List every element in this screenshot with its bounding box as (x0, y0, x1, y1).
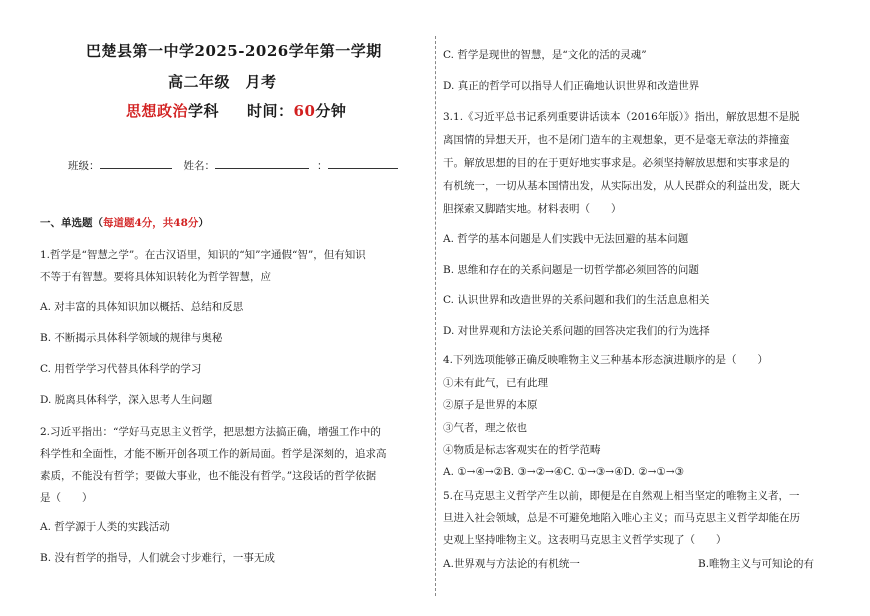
q4-item-2: ②原子是世界的本原 (443, 399, 538, 411)
q3-stem-2: 离国情的异想天开，也不是闭门造车的主观想象，更不是毫无章法的莽撞蛮 (443, 134, 790, 146)
q2-stem-1: 2.习近平指出：“学好马克思主义哲学，把思想方法搞正确，增强工作中的 (40, 426, 381, 438)
q3-option-c: C. 认识世界和改造世界的关系问题和我们的生活息息相关 (443, 294, 710, 306)
q2-option-b: B. 没有哲学的指导，人们就会寸步难行，一事无成 (40, 552, 275, 564)
q4-answer-options: A. ①→④→②B. ③→②→④C. ①→③→④D. ②→①→③ (443, 466, 685, 478)
class-label: 班级： (68, 160, 100, 172)
q5-stem-1: 5.在马克思主义哲学产生以前，即便是在自然观上相当坚定的唯物主义者，一 (443, 490, 800, 502)
name-label: 姓名： (183, 160, 215, 172)
subject-suffix: 学科 (188, 102, 220, 120)
section-note: 每道题4分，共48分 (103, 217, 199, 229)
q4-item-1: ①未有此气，已有此理 (443, 377, 548, 389)
section-close: ） (198, 217, 209, 229)
q5-stem-2: 旦进入社会领域，总是不可避免地陷入唯心主义；而马克思主义哲学却能在历 (443, 512, 800, 524)
q3-option-a: A. 哲学的基本问题是人们实践中无法回避的基本问题 (443, 233, 689, 245)
school-title: 巴楚县第一中学2025-2026学年第一学期 (86, 42, 382, 60)
third-label: ： (317, 160, 328, 172)
class-field[interactable] (100, 158, 172, 169)
q2-stem-3: 素质，不能没有哲学；要做大事业，也不能没有哲学。”这段话的哲学依据 (40, 470, 377, 482)
q4-stem: 4.下列选项能够正确反映唯物主义三种基本形态演进顺序的是（ ） (443, 354, 769, 366)
q3-stem-4: 有机统一，一切从基本国情出发，从实际出发，从人民群众的利益出发，既大 (443, 180, 800, 192)
grade-exam: 高二年级 月考 (168, 73, 277, 91)
q3-stem-5: 胆探索又脚踏实地。材料表明（ ） (443, 203, 622, 215)
time-label: 时间： (247, 102, 294, 120)
subject-time-line (126, 104, 346, 118)
time-unit: 分钟 (315, 102, 347, 120)
q5-option-b: B.唯物主义与可知论的有 (698, 558, 815, 570)
subject-name: 思想政治 (126, 102, 189, 120)
q3-option-d: D. 对世界观和方法论关系问题的回答决定我们的行为选择 (443, 325, 710, 337)
q5-stem-3: 史观上坚持唯物主义。这表明马克思主义哲学实现了（ ） (443, 534, 727, 546)
q1-option-b: B. 不断揭示具体科学领域的规律与奥秘 (40, 332, 223, 344)
q1-stem-1: 1.哲学是“智慧之学”。在古汉语里，知识的“知”字通假“智”，但有知识 (40, 249, 366, 261)
q3-stem-3: 干。解放思想的目的在于更好地实事求是。必须坚持解放思想和实事求是的 (443, 157, 790, 169)
q3-option-b: B. 思维和存在的关系问题是一切哲学都必须回答的问题 (443, 264, 699, 276)
q4-item-3: ③气者，理之依也 (443, 422, 527, 434)
q1-option-c: C. 用哲学学习代替具体科学的学习 (40, 363, 202, 375)
section-heading (40, 216, 209, 230)
q1-option-d: D. 脱离具体科学，深入思考人生问题 (40, 394, 213, 406)
q1-option-a: A. 对丰富的具体知识加以概括、总结和反思 (40, 301, 244, 313)
q1-stem-2: 不等于有智慧。要将具体知识转化为哲学智慧，应 (40, 271, 271, 283)
q3-stem-1: 3.1.《习近平总书记系列重要讲话读本（2016年版）》指出，解放思想不是脱 (443, 111, 800, 123)
third-field[interactable] (328, 158, 398, 169)
student-info-line (68, 158, 398, 173)
time-value: 60 (293, 102, 316, 120)
q5-option-a: A.世界观与方法论的有机统一 (443, 558, 580, 570)
column-divider (435, 36, 436, 596)
q2-option-d: D. 真正的哲学可以指导人们正确地认识世界和改造世界 (443, 80, 700, 92)
q2-stem-2: 科学性和全面性，才能不断开创各项工作的新局面。哲学是深刻的，追求高 (40, 448, 387, 460)
q2-stem-4: 是（ ） (40, 492, 93, 504)
q2-option-a: A. 哲学源于人类的实践活动 (40, 521, 170, 533)
name-field[interactable] (215, 158, 309, 169)
q4-item-4: ④物质是标志客观实在的哲学范畴 (443, 444, 601, 456)
q2-option-c: C. 哲学是现世的智慧，是“文化的活的灵魂” (443, 49, 647, 61)
section-title: 一、单选题（ (40, 217, 103, 229)
